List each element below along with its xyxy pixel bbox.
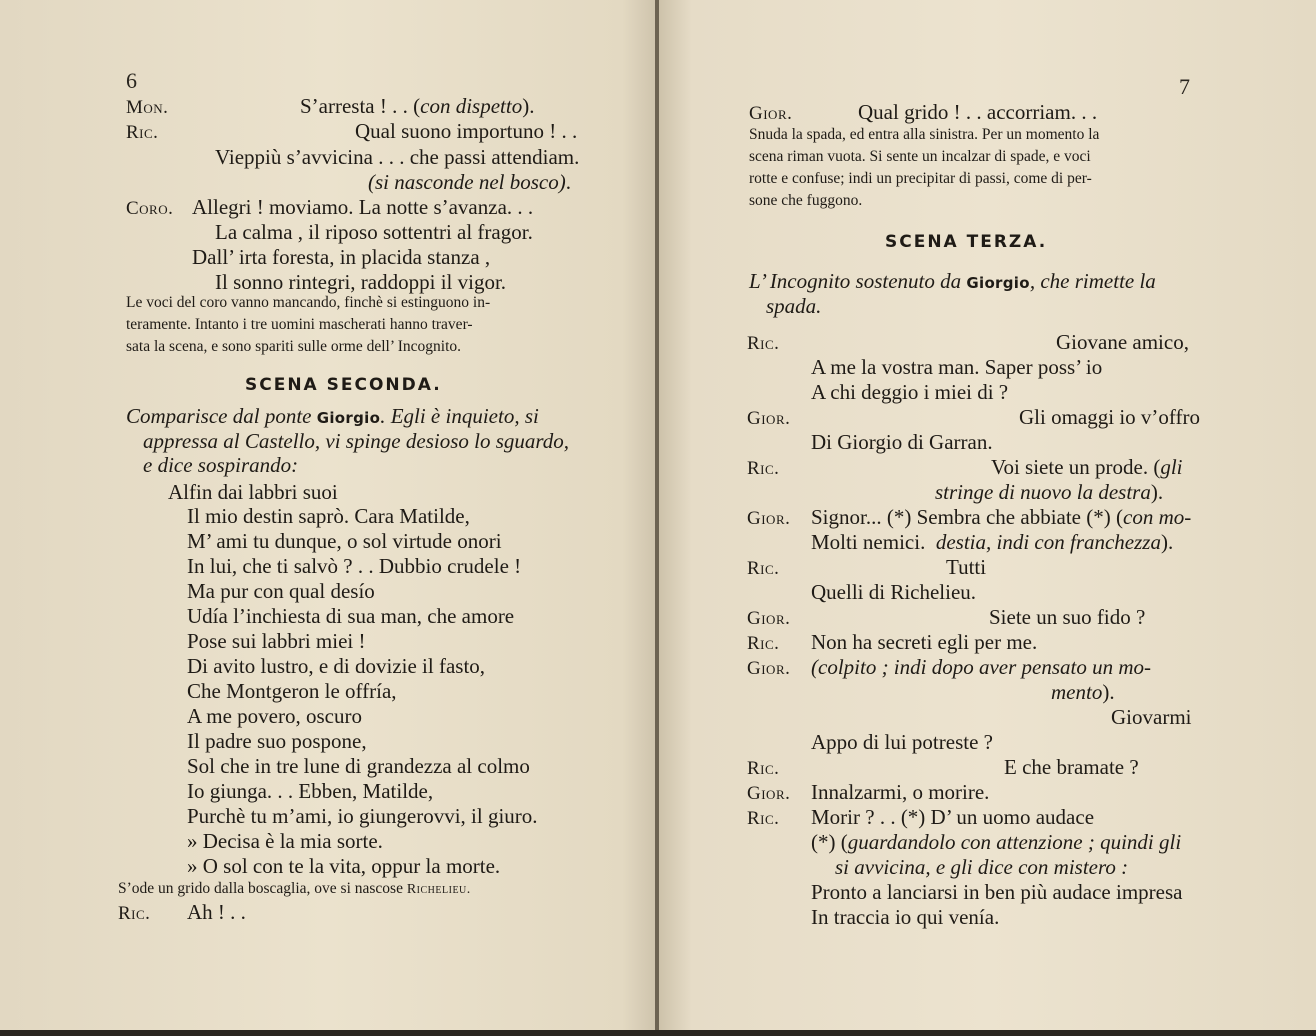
verse-line: Io giunga. . . Ebben, Matilde,: [187, 779, 434, 803]
speaker: Ric.: [747, 808, 780, 829]
verse-line: Quelli di Richelieu.: [811, 580, 977, 604]
left-page: [0, 0, 655, 1036]
dialogue-text: Tutti: [946, 555, 987, 579]
verse-line: In lui, che ti salvò ? . . Dubbio crudele !: [187, 554, 522, 578]
stage-direction: teramente. Intanto i tre uomini mascherati hanno traver-: [126, 316, 473, 333]
verse-line: In traccia io qui venía.: [811, 905, 1000, 929]
dialogue-text: S’arresta ! . . (con dispetto).: [300, 94, 535, 118]
stage-direction: Comparisce dal ponte Giorgio. Egli è inquieto, si: [126, 404, 539, 428]
dialogue-text: Molti nemici. destia, indi con franchezza).: [811, 530, 1174, 554]
verse-line: Purchè tu m’ami, io giungerovvi, il giuro.: [187, 804, 538, 828]
dialogue-text: Morir ? . . (*) D’ un uomo audace: [811, 805, 1095, 829]
dialogue-text: Qual suono importuno ! . .: [355, 119, 578, 143]
stage-direction: scena riman vuota. Si sente un incalzar di spade, e voci: [749, 148, 1091, 165]
stage-direction: Le voci del coro vanno mancando, finchè si estinguono in-: [126, 294, 491, 311]
verse-line: Udía l’inchiesta di sua man, che amore: [187, 604, 515, 628]
verse-line: Di avito lustro, e di dovizie il fasto,: [187, 654, 486, 678]
stage-direction: (*) (guardandolo con attenzione ; quindi gli: [811, 830, 1182, 854]
dialogue-text: Giovane amico,: [1056, 330, 1189, 354]
stage-direction: mento).: [1051, 680, 1115, 704]
speaker: Ric.: [747, 758, 780, 779]
scene-heading: SCENA TERZA.: [885, 232, 1048, 252]
dialogue-text: Qual grido ! . . accorriam. . .: [858, 100, 1098, 124]
dialogue-text: Signor... (*) Sembra che abbiate (*) (con mo-: [811, 505, 1192, 529]
stage-direction: rotte e confuse; indi un precipitar di passi, come di per-: [749, 170, 1092, 187]
stage-direction: appressa al Castello, vi spinge desioso lo sguardo,: [143, 429, 570, 453]
verse-line: Il mio destin saprò. Cara Matilde,: [187, 504, 470, 528]
verse-line: Dall’ irta foresta, in placida stanza ,: [192, 245, 491, 269]
verse-line: A me povero, oscuro: [187, 704, 362, 728]
verse-line: Alfin dai labbri suoi: [168, 480, 338, 504]
scene-heading: SCENA SECONDA.: [245, 375, 442, 395]
speaker: Coro.: [126, 198, 174, 219]
verse-line: Giovarmi: [1111, 705, 1192, 729]
verse-line: A me la vostra man. Saper poss’ io: [811, 355, 1103, 379]
dialogue-text: E che bramate ?: [1004, 755, 1139, 779]
stage-direction: sata la scena, e sono spariti sulle orme dell’ Incognito.: [126, 338, 462, 355]
stage-direction: L’ Incognito sostenuto da Giorgio, che rimette la: [749, 269, 1156, 293]
stage-direction: si avvicina, e gli dice con mistero :: [835, 855, 1129, 879]
verse-line: Sol che in tre lune di grandezza al colmo: [187, 754, 530, 778]
dialogue-line: Mon.: [126, 97, 169, 118]
speaker: Ric.: [747, 458, 780, 479]
speaker: Gior.: [747, 508, 791, 529]
verse-line: La calma , il riposo sottentri al fragor.: [215, 220, 533, 244]
speaker: Gior.: [747, 783, 791, 804]
verse-line: Pose sui labbri miei !: [187, 629, 366, 653]
speaker: Ric.: [747, 333, 780, 354]
speaker: Gior.: [747, 408, 791, 429]
page-number: 6: [126, 68, 137, 93]
page-edge: [0, 1030, 1316, 1036]
stage-direction: spada.: [766, 294, 822, 318]
speaker: Gior.: [749, 103, 793, 124]
verse-line: » Decisa è la mia sorte.: [187, 829, 383, 853]
verse-line: M’ ami tu dunque, o sol virtude onori: [187, 529, 502, 553]
speaker: Ric.: [747, 558, 780, 579]
stage-direction: (colpito ; indi dopo aver pensato un mo-: [811, 655, 1152, 679]
dialogue-text: Innalzarmi, o morire.: [811, 780, 990, 804]
verse-line: Che Montgeron le offría,: [187, 679, 397, 703]
verse-line: Il padre suo pospone,: [187, 729, 367, 753]
stage-direction: stringe di nuovo la destra).: [935, 480, 1164, 504]
verse-line: Pronto a lanciarsi in ben più audace impresa: [811, 880, 1183, 904]
stage-direction: (si nasconde nel bosco).: [368, 170, 571, 194]
stage-direction: e dice sospirando:: [143, 453, 299, 477]
speaker: Gior.: [747, 608, 791, 629]
verse-line: Il sonno rintegri, raddoppi il vigor.: [215, 270, 507, 294]
verse-line: Ma pur con qual desío: [187, 579, 375, 603]
verse-line: Appo di lui potreste ?: [811, 730, 993, 754]
dialogue-text: Voi siete un prode. (gli: [991, 455, 1183, 479]
dialogue-text: Siete un suo fido ?: [989, 605, 1146, 629]
dialogue-text: Non ha secreti egli per me.: [811, 630, 1038, 654]
speaker: Ric.: [126, 122, 159, 143]
stage-direction: S’ode un grido dalla boscaglia, ove si nascose Richelieu.: [118, 880, 471, 897]
page-number: 7: [1179, 74, 1190, 99]
speaker: Gior.: [747, 658, 791, 679]
verse-line: » O sol con te la vita, oppur la morte.: [187, 854, 501, 878]
stage-direction: Snuda la spada, ed entra alla sinistra. Per un momento la: [749, 126, 1100, 143]
dialogue-text: Gli omaggi io v’offro: [1019, 405, 1201, 429]
verse-line: Allegri ! moviamo. La notte s’avanza. . .: [192, 195, 534, 219]
verse-line: Vieppiù s’avvicina . . . che passi attendiam.: [215, 145, 580, 169]
verse-line: Di Giorgio di Garran.: [811, 430, 993, 454]
speaker: Ric.: [747, 633, 780, 654]
speaker: Ric.: [118, 903, 151, 924]
dialogue-text: Ah ! . .: [187, 900, 246, 924]
stage-direction: sone che fuggono.: [749, 192, 863, 209]
right-page: [659, 0, 1316, 1036]
verse-line: A chi deggio i miei di ?: [811, 380, 1009, 404]
